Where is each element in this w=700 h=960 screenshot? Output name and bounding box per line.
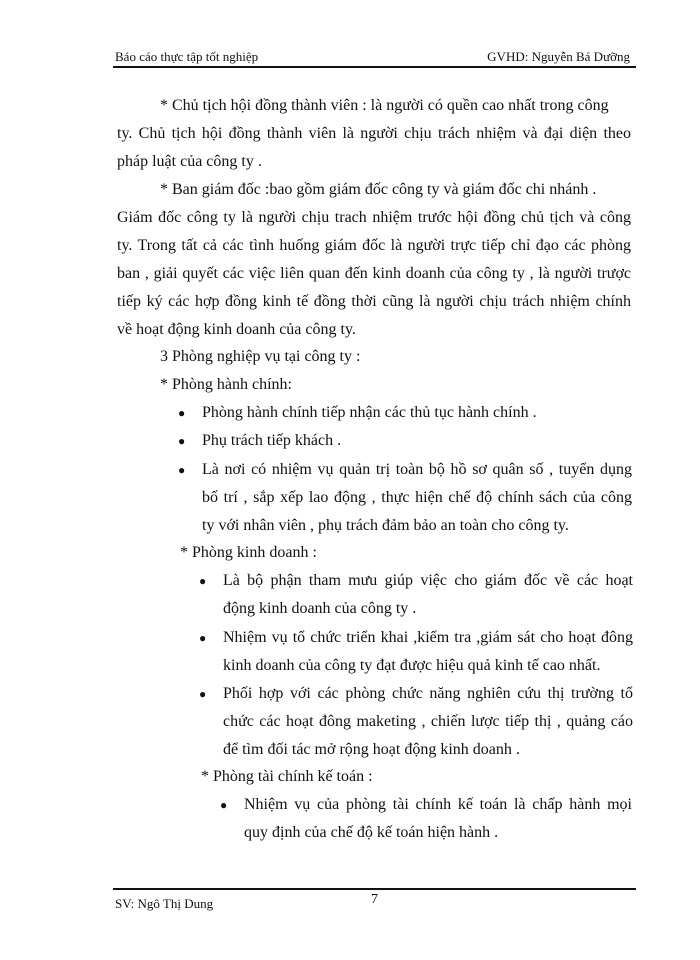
bullet-text: động kinh doanh của công ty . [223, 600, 417, 617]
paragraph-line: * Ban giám đốc :bao gồm giám đốc công ty và giám đốc chi nhánh . [160, 181, 597, 198]
bullet-text: Nhiệm vụ của phòng tài chính kế toán là chấp hành mọi [244, 796, 632, 813]
bullet-text: quy định của chế độ kế toán hiện hành . [244, 824, 499, 841]
bullet-text: Là nơi có nhiệm vụ quản trị toàn bộ hồ sơ quân số , tuyển dụng [202, 461, 632, 478]
bullet-text: Nhiệm vụ tổ chức triển khai ,kiểm tra ,giám sát cho hoạt đông [223, 629, 633, 646]
bullet-icon: ● [199, 631, 207, 645]
header-supervisor: GVHD: Nguyễn Bá Dưỡng [487, 49, 630, 64]
paragraph-line: pháp luật của công ty . [117, 153, 262, 170]
dept-heading-admin: * Phòng hành chính: [160, 376, 292, 393]
paragraph-line: tiếp ký các hợp đồng kinh tế đồng thời cũng là người chịu trách nhiệm chính [117, 293, 631, 310]
paragraph-line: ban , giải quyết các việc liên quan đến kinh doanh của công ty , là người trược [117, 265, 631, 282]
bullet-text: Là bộ phận tham mưu giúp việc cho giám đốc về các hoạt [223, 572, 633, 589]
dept-heading-business: * Phòng kinh doanh : [180, 544, 317, 561]
paragraph-line: Giám đốc công ty là người chịu trach nhiệm trước hội đồng chủ tịch và công [117, 209, 631, 226]
paragraph-line: ty. Chủ tịch hội đồng thành viên là người chịu trách nhiệm và đại diện theo [117, 125, 631, 142]
page-footer [113, 888, 636, 916]
page-number: 7 [371, 892, 378, 907]
bullet-icon: ● [199, 574, 207, 588]
bullet-text: ty với nhân viên , phụ trách đảm bảo an toàn cho công ty. [202, 517, 569, 534]
dept-heading-finance: * Phòng tài chính kế toán : [201, 768, 373, 785]
bullet-text: chức các hoạt đông maketing , chiến lược tiếp thị , quảng cáo [223, 713, 633, 730]
bullet-text: Phối hợp với các phòng chức năng nghiên cứu thị trường tổ [223, 685, 633, 702]
paragraph-line: * Chủ tịch hội đồng thành viên : là người có quền cao nhất trong công [160, 97, 609, 114]
header-report-title: Báo cáo thực tập tốt nghiệp [115, 49, 259, 64]
page-header [113, 46, 636, 68]
bullet-text: Phụ trách tiếp khách . [202, 432, 342, 449]
bullet-text: để tìm đối tác mở rộng hoạt động kinh doanh . [223, 741, 520, 758]
paragraph-line: ty. Trong tất cả các tình huống giám đốc là người trực tiếp chỉ đạo các phòng [117, 237, 631, 254]
paragraph-line: về hoạt động kinh doanh của công ty. [117, 321, 356, 338]
bullet-icon: ● [199, 687, 207, 701]
bullet-text: kinh doanh của công ty đạt được hiệu quả kinh tế cao nhất. [223, 657, 601, 674]
bullet-text: bố trí , sắp xếp lao động , thực hiện chế độ chính sách của công [202, 489, 632, 506]
footer-student: SV: Ngô Thị Dung [115, 896, 214, 911]
bullet-icon: ● [178, 406, 186, 420]
bullet-icon: ● [178, 463, 186, 477]
bullet-icon: ● [220, 798, 228, 812]
bullet-text: Phòng hành chính tiếp nhận các thủ tục hành chính . [202, 404, 537, 421]
section-title: 3 Phòng nghiệp vụ tại công ty : [160, 348, 361, 365]
bullet-icon: ● [178, 434, 186, 448]
